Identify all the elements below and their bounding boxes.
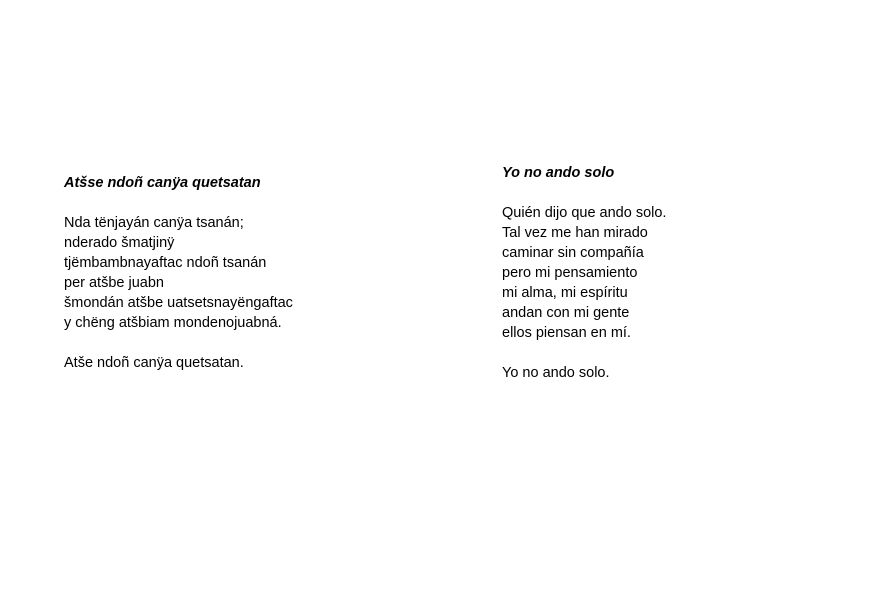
poem-line: Yo no ando solo. [502, 365, 610, 381]
stanza-2 [64, 353, 424, 373]
poem-kamentsa [64, 173, 424, 373]
poem-line: nderado šmatjinÿ [64, 235, 175, 251]
poem-line: andan con mi gente [502, 305, 630, 321]
poem-title: Yo no ando solo [502, 165, 615, 181]
poem-line: Quién dijo que ando solo. [502, 205, 667, 221]
poem-line: Tal vez me han mirado [502, 225, 648, 241]
poem-line: y chëng atšbiam mondenojuabná. [64, 315, 282, 331]
stanza-1 [502, 203, 862, 343]
poem-line: Atše ndoñ canÿa quetsatan. [64, 355, 244, 371]
poem-title: Atšse ndoñ canÿa quetsatan [64, 175, 261, 191]
poem-line: caminar sin compañía [502, 245, 644, 261]
poem-line: tjëmbambnayaftac ndoñ tsanán [64, 255, 267, 271]
poem-line: per atšbe juabn [64, 275, 164, 291]
poem-line: pero mi pensamiento [502, 265, 638, 281]
poem-line: mi alma, mi espíritu [502, 285, 628, 301]
stanza-1 [64, 213, 424, 333]
poem-spanish [502, 163, 862, 383]
poem-line: Nda tënjayán canÿa tsanán; [64, 215, 244, 231]
stanza-2 [502, 363, 862, 383]
poem-line: šmondán atšbe uatsetsnayëngaftac [64, 295, 293, 311]
poem-line: ellos piensan en mí. [502, 325, 631, 341]
